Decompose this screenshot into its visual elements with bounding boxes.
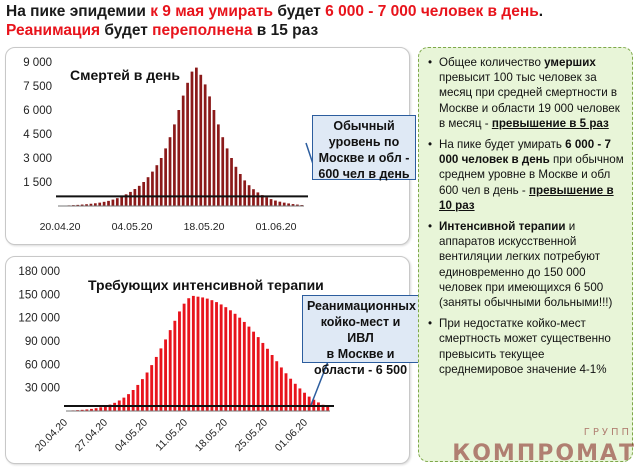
chart-bar bbox=[326, 406, 329, 411]
deaths-callout bbox=[312, 115, 416, 180]
chart-bar bbox=[197, 297, 200, 411]
summary-sidebar bbox=[418, 47, 633, 462]
chart-bar bbox=[183, 304, 186, 411]
x-tick-label: 20.04.20 bbox=[39, 221, 81, 233]
chart-bar bbox=[182, 96, 185, 206]
chart-bar bbox=[243, 322, 246, 411]
x-tick-label: 18.05.20 bbox=[183, 221, 225, 233]
chart-bar bbox=[147, 177, 150, 206]
chart-bar bbox=[208, 96, 211, 206]
chart-bar bbox=[252, 332, 255, 411]
chart-bar bbox=[127, 394, 130, 411]
summary-text: При недостатке койко-мест смертность может существенно превысить текущее среднемировое значение 4-1% bbox=[439, 317, 611, 376]
chart-bar bbox=[164, 339, 167, 411]
chart-bar bbox=[116, 198, 119, 206]
chart-bar bbox=[155, 357, 158, 411]
chart-bar bbox=[173, 124, 176, 206]
y-tick-label: 9 000 bbox=[23, 57, 52, 69]
x-tick-label: 04.05.20 bbox=[112, 416, 151, 455]
chart-bar bbox=[257, 192, 260, 206]
chart-bar bbox=[103, 202, 106, 206]
summary-text: при обычном среднем уровне в Москве и обл 600 чел в день - bbox=[439, 153, 624, 197]
chart-bar bbox=[129, 192, 132, 206]
icu-callout bbox=[302, 295, 419, 377]
chart-bar bbox=[235, 167, 238, 206]
chart-bar bbox=[238, 318, 241, 411]
chart-bar bbox=[248, 327, 251, 411]
title-seg: переполнена bbox=[152, 22, 253, 39]
title-seg: . bbox=[538, 3, 544, 20]
chart-bar bbox=[155, 165, 158, 206]
title-seg: 6 000 - 7 000 человек в день bbox=[325, 3, 539, 20]
chart-bar bbox=[204, 84, 207, 206]
y-tick-label: 120 000 bbox=[18, 312, 60, 325]
summary-item bbox=[439, 316, 624, 377]
chart-bar bbox=[257, 337, 260, 411]
chart-bar bbox=[169, 330, 172, 411]
chart-bar bbox=[150, 365, 153, 411]
chart-bar bbox=[303, 393, 306, 411]
callout-line: уровень по bbox=[328, 135, 400, 149]
deaths-chart-panel bbox=[5, 47, 410, 245]
chart-bar bbox=[160, 158, 163, 206]
chart-bar bbox=[217, 124, 220, 206]
callout-line: койко-мест и ИВЛ bbox=[320, 315, 401, 345]
callout-line: Реанимационных bbox=[307, 299, 416, 313]
summary-text: умерших bbox=[544, 56, 596, 69]
chart-bar bbox=[215, 302, 218, 411]
chart-bar bbox=[308, 397, 311, 411]
chart-bar bbox=[122, 398, 125, 411]
chart-bar bbox=[274, 201, 277, 206]
title-seg: Реанимация bbox=[6, 22, 101, 39]
chart-bar bbox=[206, 299, 209, 411]
chart-bar bbox=[270, 199, 273, 206]
x-tick-label: 11.05.20 bbox=[153, 416, 191, 454]
x-tick-label: 27.04.20 bbox=[72, 416, 111, 455]
chart-bar bbox=[220, 304, 223, 411]
chart-bar bbox=[280, 367, 283, 411]
y-tick-label: 1 500 bbox=[23, 177, 52, 189]
summary-item bbox=[439, 55, 624, 131]
page-title bbox=[6, 2, 636, 40]
chart-bar bbox=[107, 201, 110, 206]
chart-bar bbox=[99, 407, 102, 411]
chart-bar bbox=[239, 174, 242, 206]
chart-bar bbox=[266, 349, 269, 411]
summary-item bbox=[439, 219, 624, 310]
summary-item bbox=[439, 137, 624, 213]
y-tick-label: 7 500 bbox=[23, 81, 52, 93]
chart-bar bbox=[136, 385, 139, 411]
callout-line: Москве и обл - bbox=[318, 151, 410, 165]
x-tick-label: 04.05.20 bbox=[111, 221, 153, 233]
summary-text: и аппаратов искусственной вентиляции легких потребуют единовременно до 150 000 человек при имеющихся 6 500 (заняты обычными больными!!!) bbox=[439, 220, 613, 310]
summary-text: превысит 100 тыс человек за месяц при средней смертности в Москве и области 19 000 человек в месяц - bbox=[439, 71, 620, 130]
x-tick-label: 01.06.20 bbox=[255, 221, 297, 233]
x-tick-label: 18.05.20 bbox=[192, 416, 231, 455]
chart-bar bbox=[234, 314, 237, 411]
title-seg: будет bbox=[100, 22, 153, 39]
summary-text: 6 000 - 7 000 человек в день bbox=[439, 138, 611, 167]
title-seg: На пике эпидемии bbox=[6, 3, 151, 20]
summary-text: Интенсивной терапии bbox=[439, 220, 566, 234]
chart-bar bbox=[160, 348, 163, 411]
chart-bar bbox=[283, 203, 286, 206]
summary-text: Общее количество bbox=[439, 56, 545, 69]
chart-bar bbox=[201, 297, 204, 411]
chart-bar bbox=[132, 390, 135, 411]
y-tick-label: 60 000 bbox=[24, 359, 60, 372]
chart-bar bbox=[151, 172, 154, 206]
chart-bar bbox=[191, 72, 194, 206]
chart-bar bbox=[142, 182, 145, 206]
chart-bar bbox=[186, 83, 189, 206]
title-seg: в 15 раз bbox=[252, 22, 319, 39]
y-tick-label: 180 000 bbox=[18, 266, 60, 278]
chart-bar bbox=[224, 307, 227, 411]
chart-bar bbox=[173, 321, 176, 411]
chart-bar bbox=[210, 300, 213, 411]
callout-line: 600 чел в день bbox=[318, 167, 410, 181]
chart-bar bbox=[187, 298, 190, 411]
deaths-chart-title: Смертей в день bbox=[70, 67, 180, 83]
chart-bar bbox=[230, 158, 233, 206]
summary-list bbox=[425, 55, 624, 377]
chart-bar bbox=[98, 203, 101, 206]
callout-line: в Москве и bbox=[326, 347, 395, 361]
x-tick-label: 25.05.20 bbox=[232, 416, 271, 455]
chart-bar bbox=[261, 343, 264, 411]
summary-text: превышение в 5 раз bbox=[491, 116, 609, 130]
summary-text: превышение в 10 раз bbox=[439, 183, 614, 212]
title-seg: будет bbox=[273, 3, 326, 20]
x-tick-label: 20.04.20 bbox=[32, 416, 71, 455]
chart-bar bbox=[298, 388, 301, 411]
y-tick-label: 4 500 bbox=[23, 129, 52, 141]
chart-bar bbox=[120, 196, 123, 206]
callout-line: Обычный bbox=[333, 119, 395, 133]
callout-line: области - 6 500 bbox=[313, 363, 408, 377]
y-tick-label: 150 000 bbox=[18, 289, 60, 302]
watermark: КОМПРОМАТ bbox=[452, 441, 636, 466]
chart-bar bbox=[134, 189, 137, 206]
y-tick-label: 3 000 bbox=[23, 153, 52, 165]
chart-bar bbox=[278, 202, 281, 206]
chart-bar bbox=[265, 197, 268, 206]
title-seg: к 9 мая умирать bbox=[150, 3, 274, 20]
title-line-1 bbox=[6, 2, 636, 21]
icu-chart-title: Требующих интенсивной терапии bbox=[88, 277, 324, 293]
icu-chart-panel bbox=[5, 256, 416, 464]
y-tick-label: 6 000 bbox=[23, 105, 52, 117]
chart-bar bbox=[213, 110, 216, 206]
chart-bar bbox=[252, 189, 255, 206]
chart-bar bbox=[192, 296, 195, 411]
chart-bar bbox=[243, 180, 246, 206]
chart-bar bbox=[177, 110, 180, 206]
chart-bar bbox=[275, 361, 278, 411]
chart-bar bbox=[112, 200, 115, 206]
watermark-small: ГРУПП bbox=[583, 427, 632, 438]
y-tick-label: 90 000 bbox=[24, 336, 60, 348]
chart-bar bbox=[199, 75, 202, 206]
chart-bar bbox=[229, 310, 232, 411]
title-line-2 bbox=[6, 21, 636, 40]
chart-bar bbox=[178, 311, 181, 411]
summary-text: На пике будет умирать bbox=[439, 138, 566, 152]
chart-bar bbox=[271, 355, 274, 411]
y-tick-label: 30 000 bbox=[24, 382, 60, 395]
chart-bar bbox=[195, 68, 198, 206]
x-tick-label: 01.06.20 bbox=[272, 416, 311, 455]
